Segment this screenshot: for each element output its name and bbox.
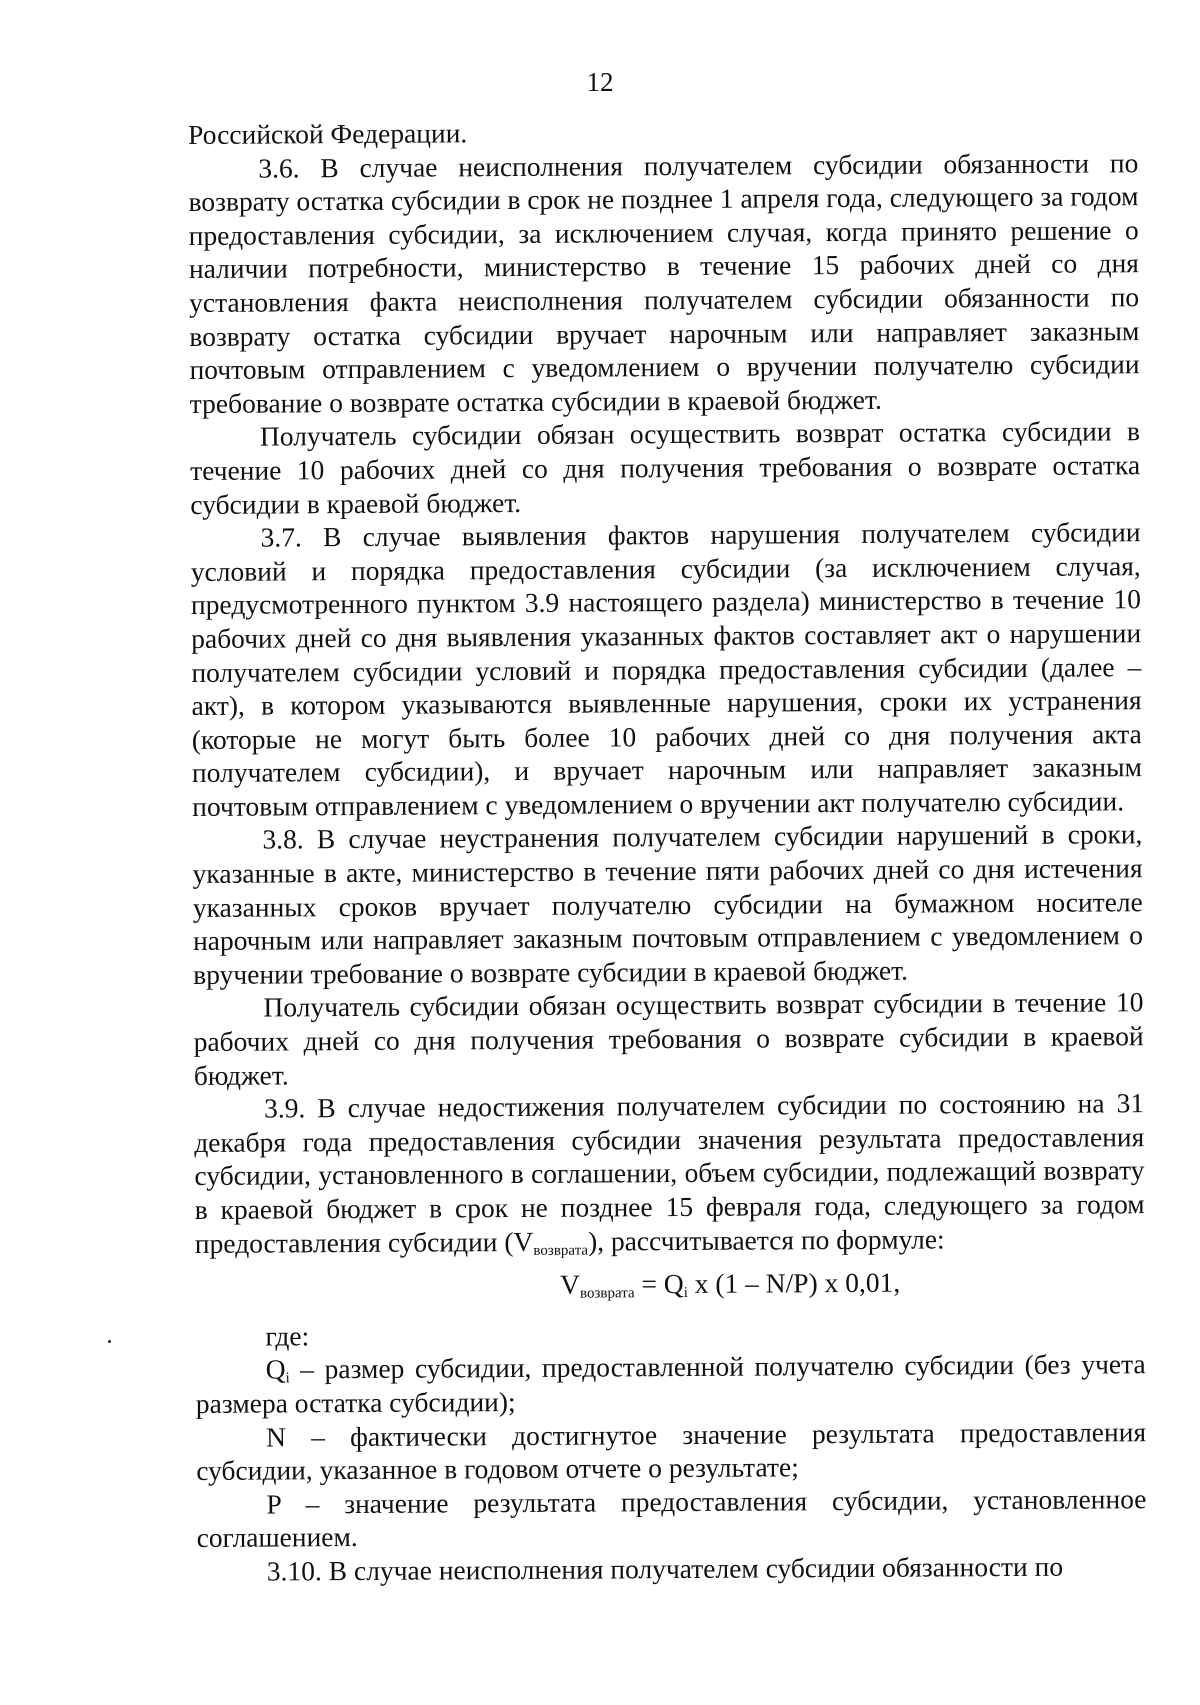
scan-speck bbox=[108, 1340, 111, 1343]
formula-q-subscript: i bbox=[683, 1285, 688, 1302]
formula-v-subscript: возврата bbox=[579, 1285, 635, 1302]
paragraph-3-9-text: 3.9. В случае недостижения получателем субсидии по состоянию на 31 декабря года предоставления субсидии значения результата предоставления субсидии, установленного в соглашении, объем субсидии, подлежащий возврату в краевой бюджет в срок не позднее 15 февраля года, следующего за годом предоставления субсидии (V bbox=[194, 1087, 1145, 1259]
formula-equals-q: = Q bbox=[634, 1268, 684, 1300]
paragraph-3-9 bbox=[194, 1086, 1145, 1260]
definition-q-text: – размер субсидии, предоставленной получателю субсидии (без учета размера остатка субсидии); bbox=[195, 1348, 1146, 1419]
paragraph-continuation: Российской Федерации. bbox=[188, 117, 468, 150]
page-number: 12 bbox=[586, 67, 614, 97]
paragraph-3-6: 3.6. В случае неисполнения получателем субсидии обязанности по возврату остатка субсидии в срок не позднее 1 апреля года, следующего за годом предоставления субсидии, за исключением случая, когда принято решение о наличии потребности, министерство в течение 15 рабочих дней со дня установления факта неисполнения получателем субсидии обязанности по возврату остатка субсидии вручает нарочным или направляет заказным почтовым отправлением с уведомлением о вручении получателю субсидии требование о возврате остатка субсидии в краевой бюджет. bbox=[188, 146, 1140, 419]
document-text bbox=[188, 112, 1147, 1588]
paragraph-3-9-tail: ), рассчитывается по формуле: bbox=[587, 1222, 945, 1257]
paragraph-3-8-return: Получатель субсидии обязан осуществить возврат субсидии в течение 10 рабочих дней со дня получения требования о возврате субсидии в краевой бюджет. bbox=[193, 986, 1144, 1091]
definition-q bbox=[196, 1348, 1146, 1421]
formula bbox=[195, 1264, 1145, 1303]
paragraph-3-10: 3.10. В случае неисполнения получателем субсидии обязанности по bbox=[266, 1550, 1064, 1587]
definition-q-symbol: Q bbox=[265, 1353, 286, 1385]
v-subscript: возврата bbox=[533, 1242, 589, 1259]
formula-v: V bbox=[559, 1268, 580, 1300]
formula-rest: x (1 – N/P) x 0,01, bbox=[687, 1266, 901, 1300]
definition-n: N – фактически достигнутое значение результата предоставления субсидии, указанное в годовом отчете о результате; bbox=[196, 1415, 1147, 1487]
paragraph-3-8: 3.8. В случае неустранения получателем субсидии нарушений в сроки, указанные в акте, министерство в течение пяти рабочих дней со дня истечения указанных сроков вручает получателю субсидии на бумажном носителе нарочным или направляет заказным почтовым отправлением с уведомлением о вручении требование о возврате субсидии в краевой бюджет. bbox=[192, 818, 1144, 990]
definition-p: P – значение результата предоставления субсидии, установленное соглашением. bbox=[196, 1482, 1147, 1554]
paragraph-3-7: 3.7. В случае выявления фактов нарушения получателем субсидии условий и порядка предоставления субсидии (за исключением случая, предусмотренного пунктом 3.9 настоящего раздела) министерство в течение 10 рабочих дней со дня выявления указанных фактов составляет акт о нарушении получателем субсидии условий и порядка предоставления субсидии (далее – акт), в котором указываются выявленные нарушения, сроки их устранения (которые не могут быть более 10 рабочих дней со дня получения акта получателем субсидии), и вручает нарочным или направляет заказным почтовым отправлением с уведомлением о вручении акт получателю субсидии. bbox=[190, 516, 1143, 822]
paragraph-3-6-return: Получатель субсидии обязан осуществить возврат остатка субсидии в течение 10 рабочих дней со дня получения требования о возврате остатка субсидии в краевой бюджет. bbox=[190, 415, 1141, 520]
definition-q-subscript: i bbox=[285, 1370, 290, 1387]
where-label: где: bbox=[265, 1320, 310, 1352]
